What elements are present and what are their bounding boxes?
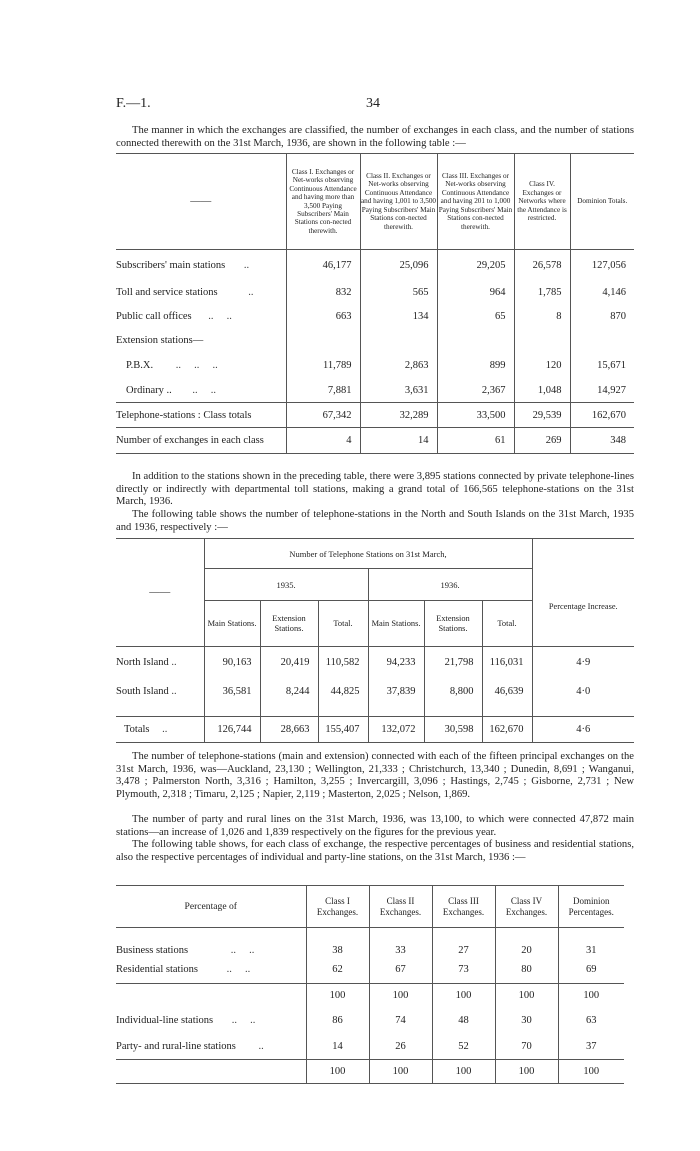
table3-col-header: Class I Exchanges. [306, 886, 369, 928]
table-row [116, 1060, 624, 1084]
cell-value: 38 [306, 928, 369, 956]
cell-value: 2,367 [437, 379, 514, 403]
leader-dots: .. .. [230, 944, 255, 956]
cell-value: 11,789 [286, 353, 360, 379]
table1-col-header: Class IV. Exchanges or Networks where the Attendance is restricted. [514, 154, 570, 250]
cell-value: 162,670 [482, 717, 532, 743]
paragraph-text: The following table shows, for each class of exchange, the respective percentages of business and residential stations, also the respective percentages of individual and party-line stations, on the 31st March, 1936 :— [116, 839, 634, 863]
percentage-table [116, 885, 624, 1084]
leader-dots: .. .. [208, 311, 232, 322]
row-label: South Island [116, 686, 169, 697]
cell-value: 100 [495, 984, 558, 1008]
table-row [116, 984, 624, 1008]
leader-dots: .. .. .. [175, 360, 218, 371]
cell-value: 100 [432, 984, 495, 1008]
table3-col-header: Class III Exchanges. [432, 886, 495, 928]
cell-value: 8 [514, 305, 570, 329]
cell-value: 126,744 [204, 717, 260, 743]
cell-value: 100 [558, 984, 624, 1008]
table-row [116, 928, 624, 956]
cell-value: 25,096 [360, 250, 437, 281]
row-label: North Island [116, 657, 169, 669]
row-label: Number of exchanges in each class [116, 435, 264, 446]
paragraph-intro [116, 125, 634, 150]
row-label: Toll and service stations [116, 287, 218, 298]
cell-value: 116,031 [482, 647, 532, 679]
table-row [116, 956, 624, 984]
table-row [116, 679, 634, 705]
cell-value: 120 [514, 353, 570, 379]
sub-header: Total. [482, 601, 532, 647]
leader-dots: .. .. [231, 1015, 256, 1026]
table-row [116, 353, 634, 379]
cell-value: 269 [514, 428, 570, 454]
paragraph-additional-stations [116, 471, 634, 509]
table1-col-header: Class I. Exchanges or Net-works observing Continuous Attendance and having more than 3,500 Paying Subscribers' Main Stations con-nected therewith. [286, 154, 360, 250]
page-number: 34 [366, 96, 380, 111]
cell-value: 3,631 [360, 379, 437, 403]
cell-value: 899 [437, 353, 514, 379]
cell-value: 73 [432, 956, 495, 984]
cell-value: 100 [495, 1060, 558, 1084]
row-label: Subscribers' main stations [116, 259, 226, 271]
row-label: Business stations [116, 944, 189, 956]
cell-value: 110,582 [318, 647, 368, 679]
paragraph-islands-intro [116, 509, 634, 534]
cell-value: 65 [437, 305, 514, 329]
table-row [116, 1034, 624, 1060]
cell-value: 62 [306, 956, 369, 984]
cell-value: 132,072 [368, 717, 424, 743]
table-row [116, 428, 634, 454]
table-row [116, 717, 634, 743]
cell-value: 69 [558, 956, 624, 984]
table-row [116, 1008, 624, 1034]
cell-value: 90,163 [204, 647, 260, 679]
year-1936-header: 1936. [368, 569, 532, 601]
sub-header: Main Stations. [204, 601, 260, 647]
cell-value: 80 [495, 956, 558, 984]
row-label: Party- and rural-line stations [116, 1040, 236, 1052]
cell-value: 67,342 [286, 403, 360, 428]
cell-value: 348 [570, 428, 634, 454]
cell-value: 33,500 [437, 403, 514, 428]
cell-value: 100 [432, 1060, 495, 1084]
table-row [116, 281, 634, 305]
cell-value: 20 [495, 928, 558, 956]
table1-col-header: Class III. Exchanges or Net-works observing Continuous Attendance and having 201 to 1,000 Paying Subscribers' Main Stations con-nected therewith. [437, 154, 514, 250]
cell-value: 61 [437, 428, 514, 454]
cell-value: 30,598 [424, 717, 482, 743]
paragraph-text: The following table shows the number of telephone-stations in the North and South Islands on the 31st March, 1935 and 1936, respectively :— [116, 509, 634, 533]
sub-header: Main Stations. [368, 601, 424, 647]
leader-dots: .. .. [226, 963, 251, 975]
table1-col-header: Dominion Totals. [570, 154, 634, 250]
table3-col-header: Class II Exchanges. [369, 886, 432, 928]
leader-dots: .. .. [192, 384, 217, 396]
cell-value: 134 [360, 305, 437, 329]
cell-value: 7,881 [286, 379, 360, 403]
row-label: Telephone-stations : Class totals [116, 409, 252, 421]
cell-value: 29,539 [514, 403, 570, 428]
leader-dots: .. [243, 259, 250, 271]
cell-value: 70 [495, 1034, 558, 1060]
table-row [116, 250, 634, 281]
cell-value: 31 [558, 928, 624, 956]
cell-value: 4·9 [532, 647, 634, 679]
cell-value: 127,056 [570, 250, 634, 281]
cell-value: 30 [495, 1008, 558, 1034]
cell-value: 663 [286, 305, 360, 329]
cell-value: 1,785 [514, 281, 570, 305]
table2-dash: —— [149, 587, 171, 598]
cell-value: 4·0 [532, 679, 634, 705]
table-row [116, 647, 634, 679]
leader-dots: .. [258, 1040, 264, 1052]
cell-value: 46,177 [286, 250, 360, 281]
table2-title: Number of Telephone Stations on 31st March, [204, 539, 532, 569]
cell-value: 14,927 [570, 379, 634, 403]
cell-value: 63 [558, 1008, 624, 1034]
cell-value: 4·6 [532, 717, 634, 743]
leader-dots: .. [171, 657, 177, 669]
cell-value: 4,146 [570, 281, 634, 305]
cell-value: 32,289 [360, 403, 437, 428]
cell-value: 26,578 [514, 250, 570, 281]
leader-dots: .. [162, 724, 168, 735]
leader-dots: .. [171, 686, 177, 697]
cell-value: 36,581 [204, 679, 260, 705]
cell-value: 8,800 [424, 679, 482, 705]
table3-col-header: Class IV Exchanges. [495, 886, 558, 928]
table1-dash: —— [190, 196, 212, 207]
cell-value: 94,233 [368, 647, 424, 679]
cell-value: 37,839 [368, 679, 424, 705]
sub-header: Total. [318, 601, 368, 647]
cell-value: 100 [306, 984, 369, 1008]
cell-value: 100 [558, 1060, 624, 1084]
cell-value: 86 [306, 1008, 369, 1034]
table1-col-header: Class II. Exchanges or Net-works observing Continuous Attendance and having 1,001 to 3,500 Paying Subscribers' Main Stations con-nected therewith. [360, 154, 437, 250]
sub-header: Extension Stations. [424, 601, 482, 647]
percentage-increase-header: Percentage Increase. [532, 569, 634, 647]
paragraph-principal-exchanges [116, 751, 634, 801]
cell-value: 46,639 [482, 679, 532, 705]
leader-dots: .. [248, 287, 254, 298]
cell-value: 565 [360, 281, 437, 305]
cell-value: 37 [558, 1034, 624, 1060]
row-label: Public call offices [116, 311, 192, 322]
paragraph-intro-text: The manner in which the exchanges are classified, the number of exchanges in each class, and the number of stations connected therewith on the 31st March, 1936, are shown in the following table :— [116, 125, 634, 149]
cell-value: 155,407 [318, 717, 368, 743]
row-label: Totals [124, 724, 150, 735]
cell-value: 4 [286, 428, 360, 454]
cell-value: 100 [369, 1060, 432, 1084]
page-ref: F.—1. [116, 96, 151, 111]
paragraph-text: The number of telephone-stations (main and extension) connected with each of the fifteen principal exchanges on the 31st March, 1936, was—Auckland, 23,130 ; Wellington, 21,333 ; Christchurch, 13,340 ; Dunedin, 8,691 ; Wanganui, 3,478 ; Palmerston North, 3,316 ; Hamilton, 3,255 ; Invercargill, 3,096 ; Hastings, 2,745 ; Gisborne, 2,731 ; New Plymouth, 2,318 ; Timaru, 2,125 ; Napier, 2,119 ; Masterton, 2,025 ; Nelson, 1,869. [116, 751, 634, 800]
cell-value: 15,671 [570, 353, 634, 379]
percentage-of-header: Percentage of [184, 901, 237, 912]
row-label: P.B.X. [126, 360, 154, 371]
table-row [116, 305, 634, 329]
cell-value: 44,825 [318, 679, 368, 705]
sub-header: Extension Stations. [260, 601, 318, 647]
cell-value: 27 [432, 928, 495, 956]
island-stations-table [116, 538, 634, 743]
cell-value: 20,419 [260, 647, 318, 679]
paragraph-percentages-intro [116, 839, 634, 864]
exchange-class-table [116, 153, 634, 454]
cell-value: 100 [369, 984, 432, 1008]
cell-value: 48 [432, 1008, 495, 1034]
paragraph-text: The number of party and rural lines on the 31st March, 1936, was 13,100, to which were connected 47,872 main stations—an increase of 1,026 and 1,839 respectively on the figures for the previous year. [116, 814, 634, 838]
cell-value: 26 [369, 1034, 432, 1060]
cell-value: 14 [360, 428, 437, 454]
cell-value: 100 [306, 1060, 369, 1084]
cell-value: 14 [306, 1034, 369, 1060]
cell-value: 8,244 [260, 679, 318, 705]
cell-value: 33 [369, 928, 432, 956]
cell-value: 29,205 [437, 250, 514, 281]
cell-value: 2,863 [360, 353, 437, 379]
cell-value: 832 [286, 281, 360, 305]
row-label: Extension stations— [116, 335, 204, 346]
cell-value: 1,048 [514, 379, 570, 403]
cell-value: 964 [437, 281, 514, 305]
cell-value: 74 [369, 1008, 432, 1034]
table-row [116, 403, 634, 428]
cell-value: 28,663 [260, 717, 318, 743]
row-label: Individual-line stations [116, 1015, 214, 1026]
row-label: Ordinary .. [126, 384, 172, 396]
cell-value: 67 [369, 956, 432, 984]
table-row [116, 329, 634, 353]
row-label: Residential stations [116, 963, 198, 975]
cell-value: 21,798 [424, 647, 482, 679]
paragraph-party-lines [116, 814, 634, 839]
cell-value: 52 [432, 1034, 495, 1060]
cell-value: 162,670 [570, 403, 634, 428]
year-1935-header: 1935. [204, 569, 368, 601]
table-row [116, 379, 634, 403]
paragraph-text: In addition to the stations shown in the preceding table, there were 3,895 stations connected by private telephone-lines directly or indirectly with departmental toll stations, making a grand total of 166,565 telephone-stations on the 31st March, 1936. [116, 471, 634, 508]
cell-value: 870 [570, 305, 634, 329]
table3-col-header: Dominion Percentages. [558, 886, 624, 928]
